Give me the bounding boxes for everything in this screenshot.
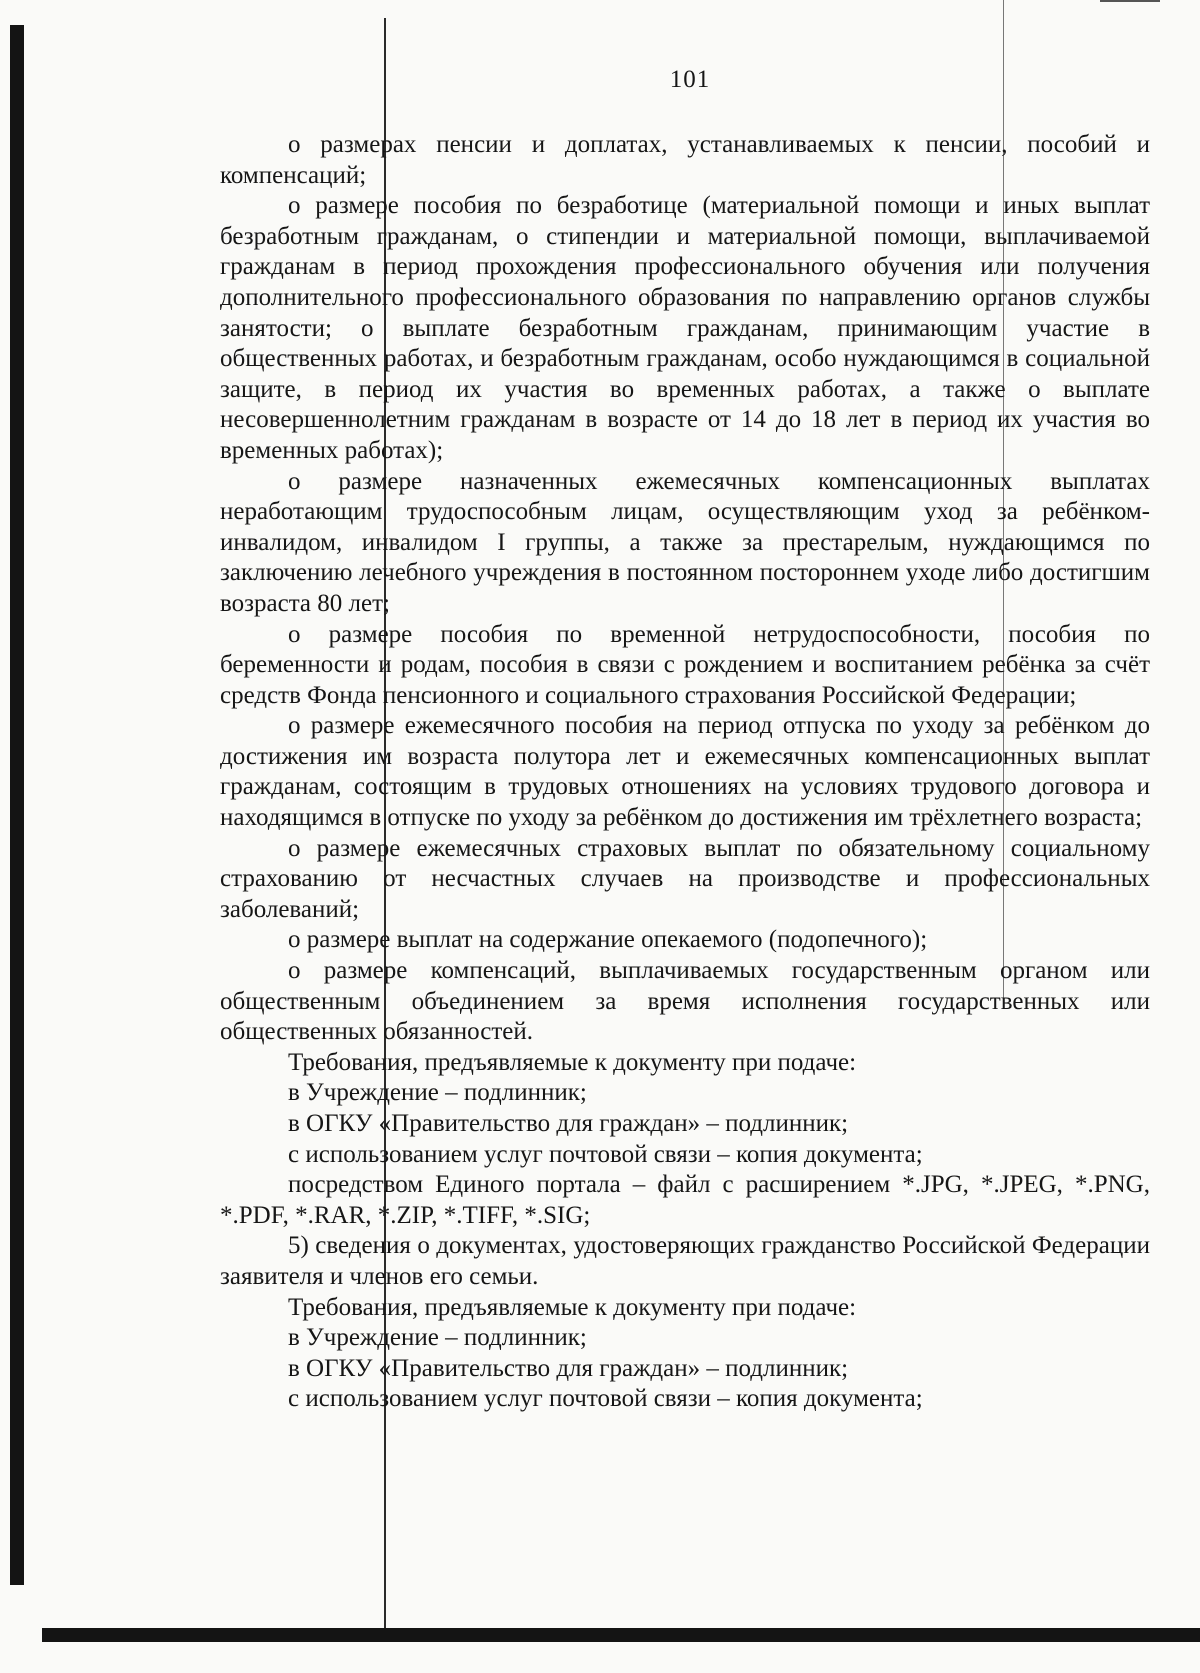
scan-edge-bottom	[42, 1628, 1200, 1642]
paragraph: о размере ежемесячного пособия на период отпуска по уходу за ребёнком до достижения им возраста полутора лет и ежемесячных компенсационных выплат гражданам, состоящим в трудовых отношениях на условиях трудового договора и находящимся в отпуске по уходу за ребёнком до достижения им трёхлетнего возраста;	[220, 712, 1150, 832]
body-text	[220, 130, 1150, 1415]
paragraph: Требования, предъявляемые к документу при подаче:	[288, 1048, 857, 1076]
paragraph: о размере назначенных ежемесячных компенсационных выплатах неработающим трудоспособным лицам, осуществляющим уход за ребёнком-инвалидом, инвалидом I группы, а также за престарелым, нуждающимся по заключению лечебного учреждения в постоянном постороннем уходе либо достигшим возраста 80 лет;	[220, 467, 1150, 617]
paragraph: о размере компенсаций, выплачиваемых государственным органом или общественным объединением за время исполнения государственных или общественных обязанностей.	[220, 957, 1150, 1046]
paragraph: о размере ежемесячных страховых выплат по обязательному социальному страхованию от несчастных случаев на производстве и профессиональных заболеваний;	[220, 834, 1150, 923]
paragraph: посредством Единого портала – файл с расширением *.JPG, *.JPEG, *.PNG, *.PDF, *.RAR, *.ZIP, *.TIFF, *.SIG;	[220, 1171, 1150, 1229]
paragraph: в ОГКУ «Правительство для граждан» – подлинник;	[288, 1110, 849, 1137]
paragraph: о размере пособия по временной нетрудоспособности, пособия по беременности и родам, пособия в связи с рождением и воспитанием ребёнка за счёт средств Фонда пенсионного и социального страхования Российской Федерации;	[220, 620, 1150, 709]
paragraph: 5) сведения о документах, удостоверяющих гражданство Российской Федерации заявителя и членов его семьи.	[220, 1232, 1150, 1290]
paragraph: в Учреждение – подлинник;	[288, 1324, 587, 1352]
paragraph: о размерах пенсии и доплатах, устанавливаемых к пенсии, пособий и компенсаций;	[220, 131, 1150, 189]
scan-edge-left	[10, 25, 24, 1585]
paragraph: в Учреждение – подлинник;	[288, 1079, 587, 1107]
paragraph: с использованием услуг почтовой связи – копия документа;	[288, 1140, 923, 1168]
paragraph: Требования, предъявляемые к документу при подаче:	[288, 1293, 857, 1321]
paragraph: с использованием услуг почтовой связи – копия документа;	[288, 1385, 923, 1413]
paragraph: о размере пособия по безработице (материальной помощи и иных выплат безработным гражданам, о стипендии и материальной помощи, выплачиваемой гражданам в период прохождения профессионального обучения или получения дополнительного профессионального образования по направлению органов службы занятости; о выплате безработным гражданам, принимающим участие в общественных работах, и безработным гражданам, особо нуждающимся в социальной защите, в период их участия во временных работах, а также о выплате несовершеннолетним гражданам в возрасте от 14 до 18 лет в период их участия во временных работах);	[220, 192, 1150, 464]
page-number: 101	[669, 66, 711, 93]
paragraph: о размере выплат на содержание опекаемого (подопечного);	[288, 926, 928, 954]
scan-mark-top	[1100, 0, 1160, 2]
paragraph: в ОГКУ «Правительство для граждан» – подлинник;	[288, 1354, 849, 1382]
